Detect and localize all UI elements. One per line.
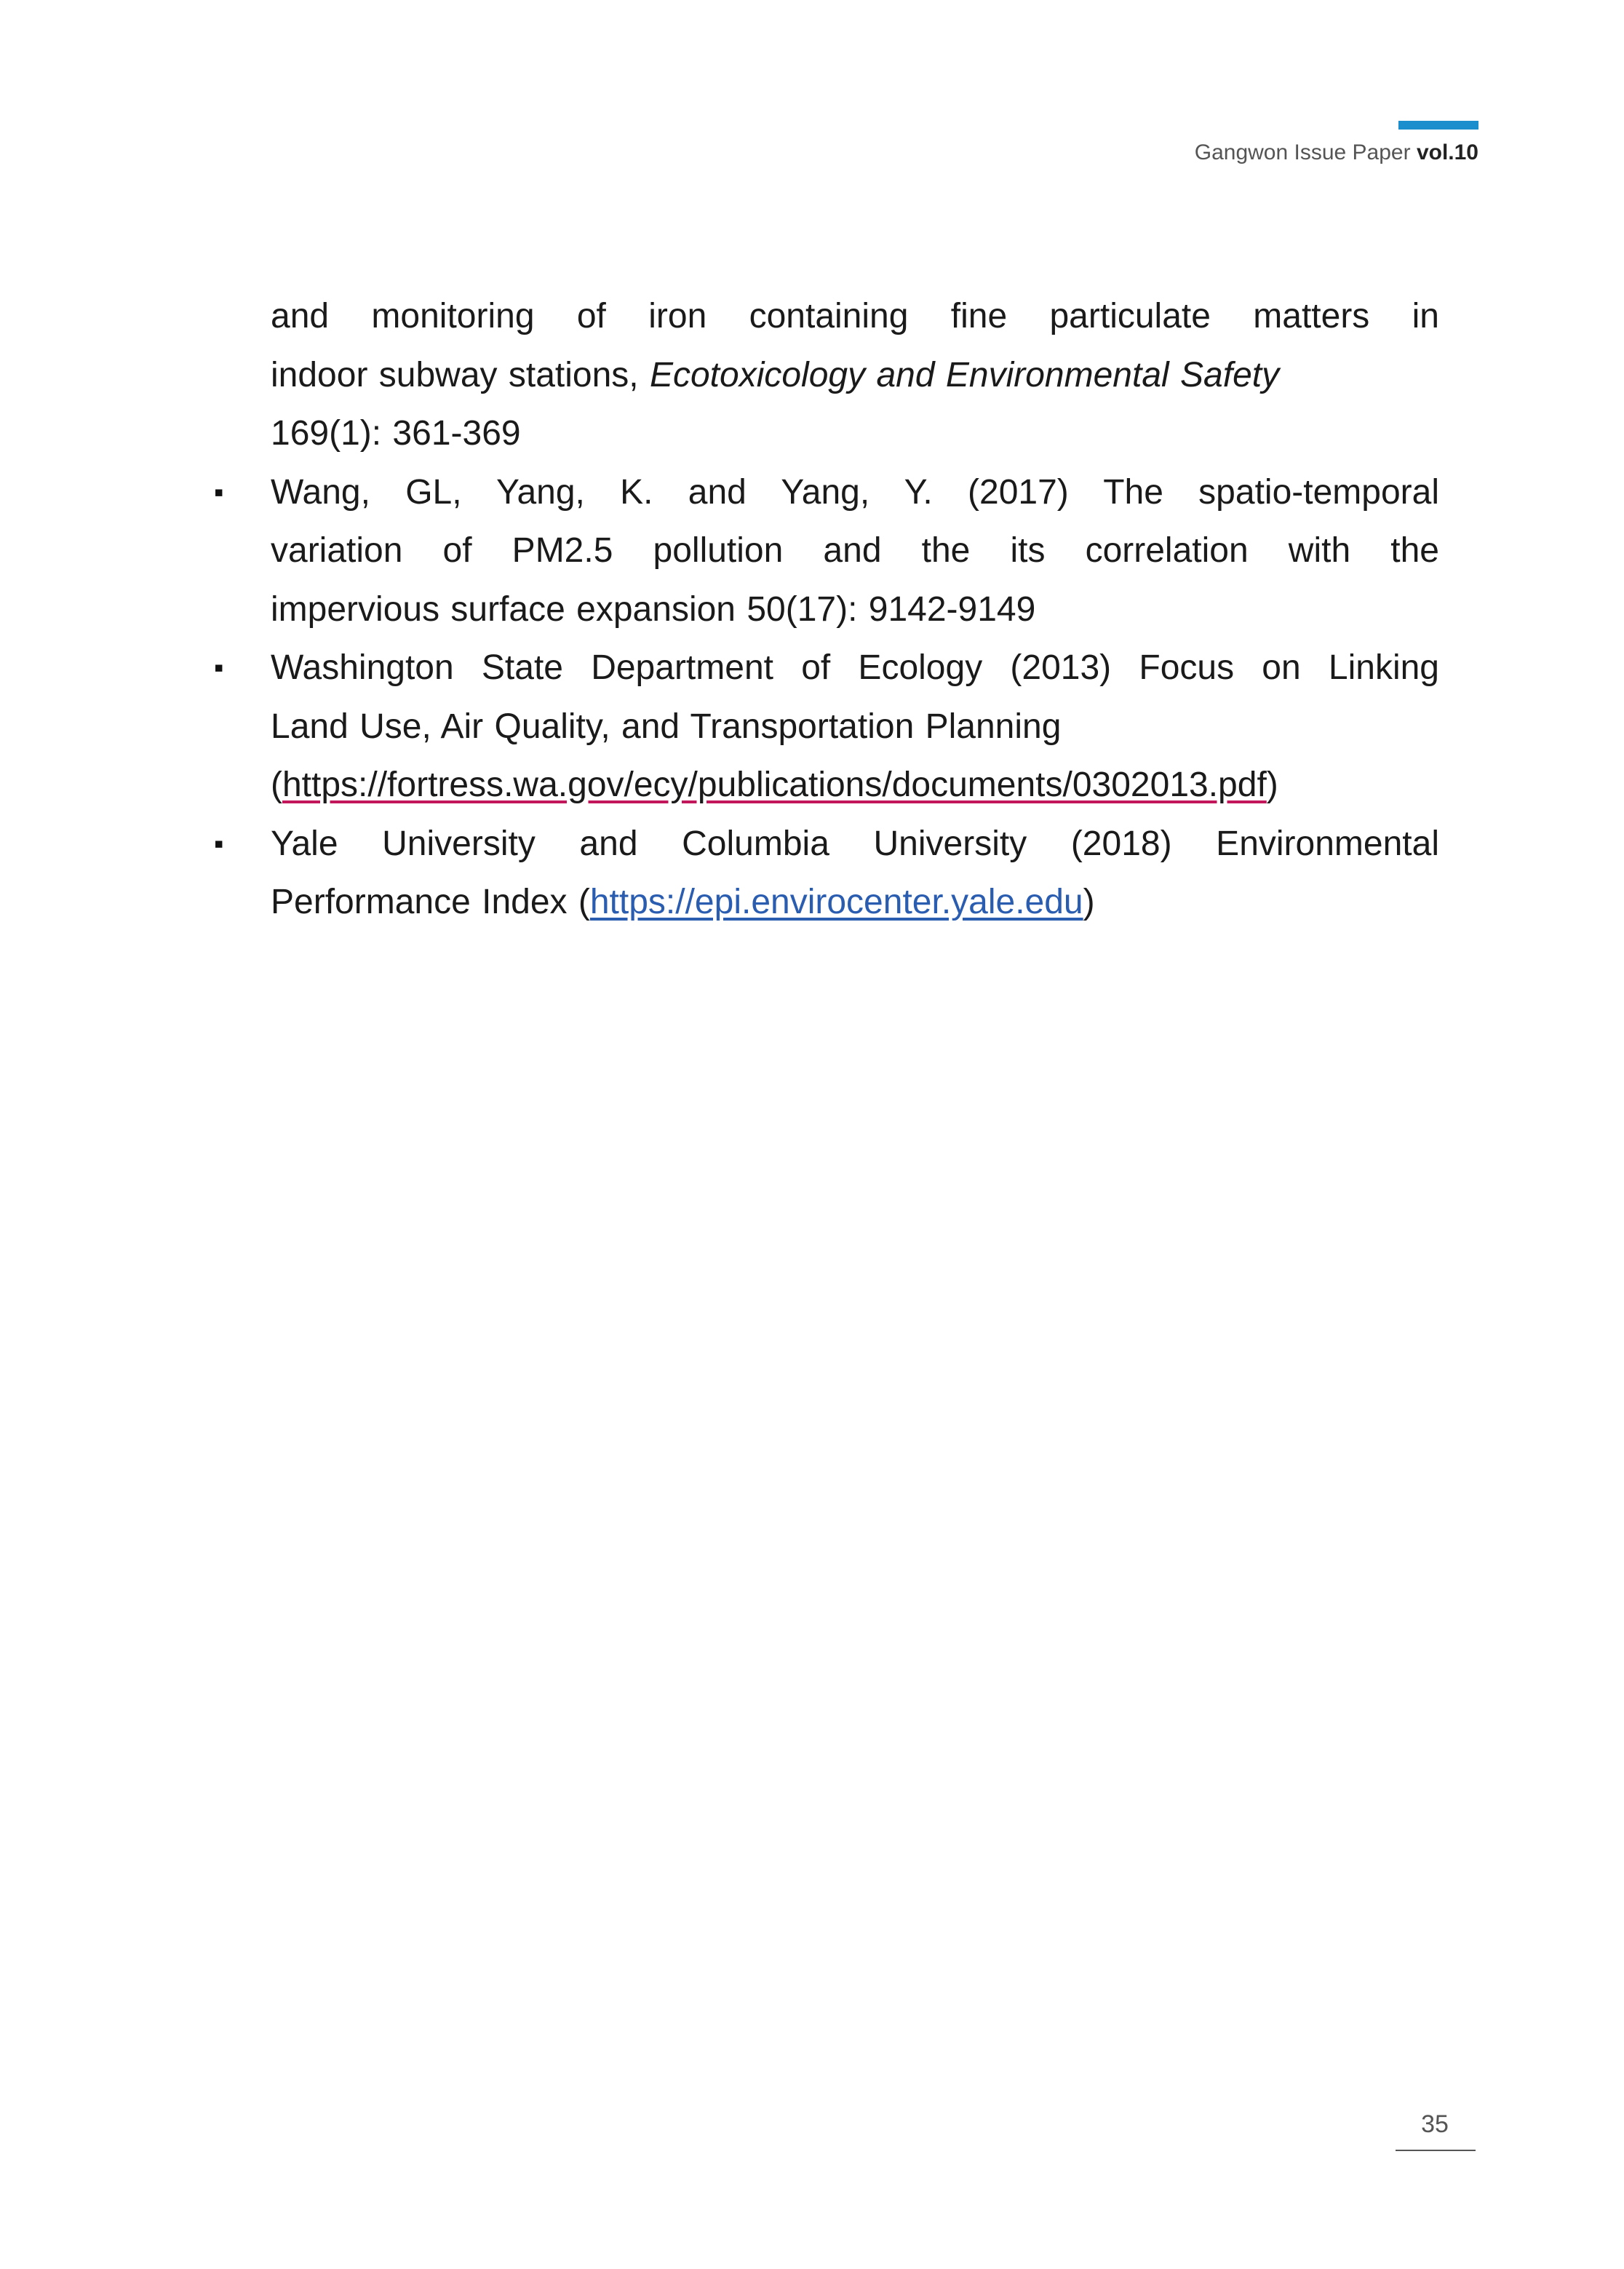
yale-url-link[interactable]: https://epi.envirocenter.yale.edu xyxy=(589,883,1083,921)
reference-line: and monitoring of iron containing fine particulate matters in xyxy=(271,297,1439,335)
reference-line: 169(1): 361-369 xyxy=(271,414,521,453)
header-volume: vol.10 xyxy=(1416,140,1478,164)
page-number: 35 xyxy=(1421,2110,1449,2138)
reference-yale xyxy=(271,815,1439,932)
washington-url-link[interactable]: https://fortress.wa.gov/ecy/publications/documents/0302013.pdf xyxy=(282,766,1267,804)
reference-line: variation of PM2.5 pollution and the its correlation with the xyxy=(271,531,1439,570)
reference-line xyxy=(271,346,1439,405)
reference-line: Land Use, Air Quality, and Transportation Planning xyxy=(271,707,1062,746)
reference-continued xyxy=(271,287,1439,464)
running-header xyxy=(1195,140,1478,165)
reference-line: (https://fortress.wa.gov/ecy/publications/documents/0302013.pdf) xyxy=(271,766,1278,804)
reference-line: impervious surface expansion 50(17): 9142-9149 xyxy=(271,589,1036,629)
page-number-rule xyxy=(1396,2150,1476,2151)
header-accent-bar xyxy=(1398,121,1478,130)
reference-line: ▪ Yale University and Columbia University (2018) Environmental xyxy=(271,824,1439,863)
reference-line: ▪ Wang, GL, Yang, K. and Yang, Y. (2017) The spatio-temporal xyxy=(271,472,1439,512)
reference-washington xyxy=(271,639,1439,815)
reference-wang xyxy=(271,464,1439,640)
reference-text: Performance Index ( xyxy=(271,883,590,921)
reference-list xyxy=(271,287,1439,932)
header-title: Gangwon Issue Paper xyxy=(1194,140,1411,164)
reference-line xyxy=(271,873,1439,932)
reference-text: indoor subway stations, xyxy=(271,355,650,394)
reference-line: ▪ Washington State Department of Ecology (2013) Focus on Linking xyxy=(271,648,1439,687)
journal-title: Ecotoxicology and Environmental Safety xyxy=(649,355,1280,394)
reference-text: ) xyxy=(1083,883,1095,921)
